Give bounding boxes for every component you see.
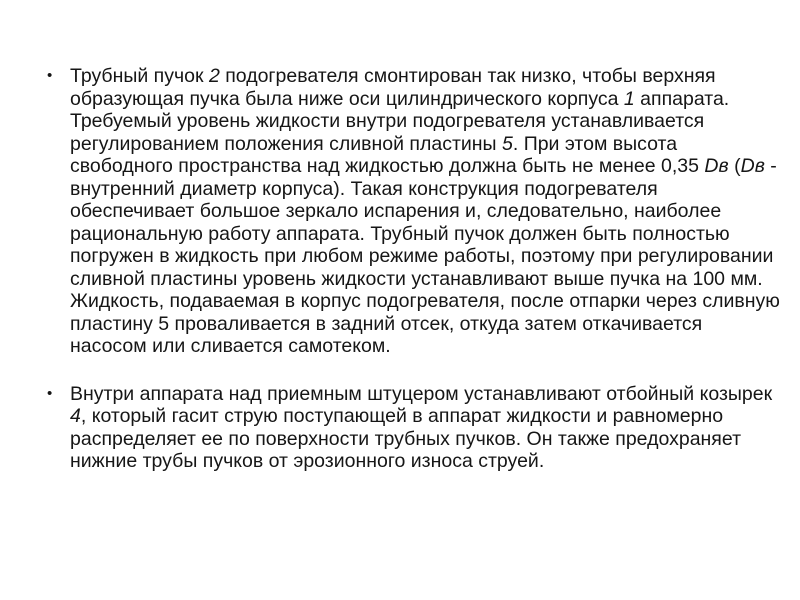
- text-run: . При этом высота свободного пространства над жидкостью должна быть не менее 0,35: [70, 132, 705, 177]
- text-run: - внутренний диаметр корпуса). Такая конструкция подогревателя обеспечивает большое зеркало испарения и, следовательно, наиболее рациональную работу аппарата. Трубный пучок должен быть полностью погружен в жидкость при любом режиме работы, поэтому при регулировании сливной пластины уровень жидкости устанавливают выше пучка на 100 мм. Жидкость, подаваемая в корпус подогревателя, после отпарки через сливную пластину 5 проваливается в задний отсек, откуда затем откачивается насосом или сливается самотеком.: [70, 155, 780, 357]
- italic-text-run: 2: [208, 65, 220, 87]
- bullet-marker-icon: •: [47, 384, 53, 402]
- text-run: Внутри аппарата над приемным штуцером устанавливают отбойный козырек: [70, 382, 773, 405]
- bullet-item: [47, 382, 780, 473]
- bullet-text: [70, 65, 780, 357]
- italic-text-run: 5: [502, 132, 513, 155]
- text-run: , который гасит струю поступающей в аппарат жидкости и равномерно распределяет ее по поверхности трубных пучков. Он также предохраняет нижние трубы пучков от эрозионного износа струей.: [70, 405, 741, 472]
- bullet-marker-icon: •: [47, 67, 53, 84]
- text-run: подогревателя смонтирован так низко, чтобы верхняя образующая пучка была ниже оси цилиндрического корпуса: [70, 65, 716, 110]
- text-run: Трубный пучок: [70, 65, 209, 87]
- text-run: аппарата. Требуемый уровень жидкости внутри подогревателя устанавливается регулированием положения сливной пластины: [70, 87, 730, 155]
- bullet-item: [47, 65, 780, 358]
- italic-text-run: Dв: [704, 155, 729, 177]
- bullet-text: [70, 383, 772, 473]
- italic-text-run: 1: [623, 87, 635, 110]
- italic-text-run: 4: [70, 405, 81, 427]
- italic-text-run: Dв: [740, 155, 765, 177]
- text-run: (: [728, 155, 741, 177]
